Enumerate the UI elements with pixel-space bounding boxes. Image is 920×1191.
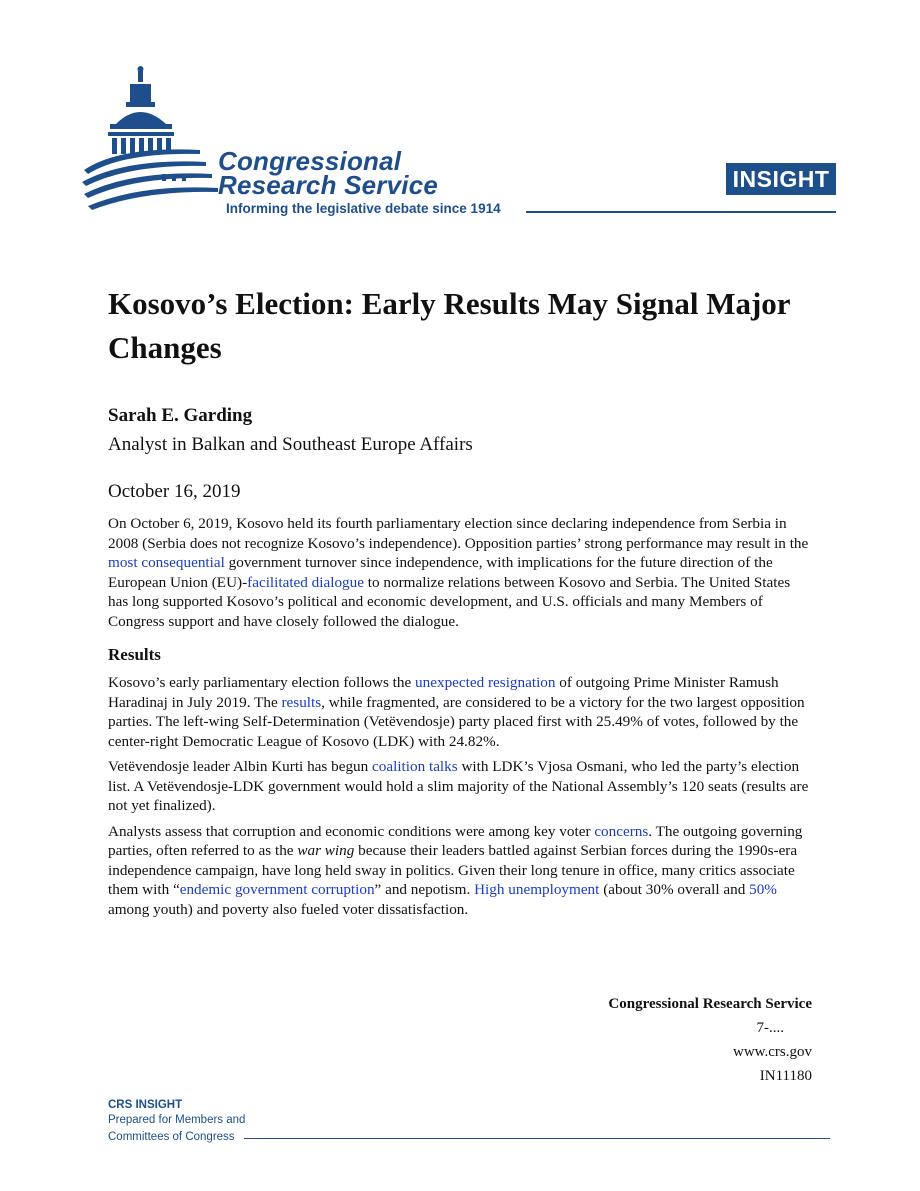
- org-name-line1: Congressional: [218, 146, 402, 176]
- link-facilitated-dialogue[interactable]: facilitated dialogue: [247, 573, 364, 591]
- intro-paragraph: On October 6, 2019, Kosovo held its fourth parliamentary election since declaring independence from Serbia in 2008 (Serbia does not recognize Kosovo’s independence). Opposition parties’ strong performance may result in the most consequential government turnover since independence, with implications for the future direction of the European Union (EU)-facilitated dialogue to normalize relations between Kosovo and Serbia. The United States has long supported Kosovo’s political and economic development, and U.S. officials and many Members of Congress support and have closely followed the dialogue.: [108, 515, 809, 630]
- publication-date: October 16, 2019: [108, 481, 241, 502]
- link-concerns[interactable]: concerns: [594, 822, 649, 840]
- results-paragraph-3: Analysts assess that corruption and economic conditions were among key voter concerns. The outgoing governing parties, often referred to as the war wing because their leaders battled against Serbian forces during the 1990s-era independence campaign, have long held sway in politics. Given their long tenure in office, many critics associate them with “endemic government corruption” and nepotism. High unemployment (about 30% overall and 50% among youth) and poverty also fueled voter dissatisfaction.: [108, 822, 803, 918]
- link-results[interactable]: results: [281, 693, 322, 711]
- author-name: Sarah E. Garding: [108, 405, 253, 426]
- insight-badge: INSIGHT: [726, 163, 836, 195]
- org-name-line2: Research Service: [218, 170, 439, 200]
- footer-id: IN11180: [759, 1068, 812, 1084]
- link-most-consequential[interactable]: most consequential: [108, 554, 225, 571]
- link-50-percent[interactable]: 50%: [749, 881, 777, 898]
- results-heading: Results: [108, 645, 161, 664]
- results-paragraph-1: Kosovo’s early parliamentary election follows the unexpected resignation of outgoing Prime Minister Ramush Haradinaj in July 2019. The results, while fragmented, are considered to be a victory for the two largest opposition parties. The left-wing Self-Determination (Vetëvendosje) party placed first with 25.49% of votes, followed by the center-right Democratic League of Kosovo (LDK) with 24.82%.: [108, 674, 805, 750]
- link-coalition-talks[interactable]: coalition talks: [372, 758, 458, 775]
- capitol-dome-icon: [82, 66, 218, 210]
- footer-info: [608, 992, 812, 1088]
- link-endemic-corruption[interactable]: endemic government corruption: [179, 881, 375, 898]
- tagline-rule: [526, 211, 836, 213]
- footer-number: 7-....: [756, 1020, 784, 1036]
- link-unexpected-resignation[interactable]: unexpected resignation: [415, 674, 556, 691]
- bottom-label: CRS INSIGHT: [108, 1099, 183, 1111]
- footer-url: www.crs.gov: [732, 1044, 812, 1060]
- page-title: Kosovo’s Election: Early Results May Signal Major Changes: [108, 286, 790, 365]
- footer-org: Congressional Research Service: [608, 996, 812, 1012]
- article-body: [108, 514, 812, 925]
- link-high-unemployment[interactable]: High unemployment: [474, 881, 600, 898]
- results-paragraph-2: Vetëvendosje leader Albin Kurti has begun coalition talks with LDK’s Vjosa Osmani, who led the party’s election list. A Vetëvendosje-LDK government would hold a slim majority of the National Assembly’s 120 seats (results are not yet finalized).: [108, 758, 809, 814]
- bottom-line1: Prepared for Members and: [108, 1114, 246, 1126]
- bottom-line2: Committees of Congress: [108, 1131, 235, 1143]
- bottom-rule: [244, 1138, 830, 1139]
- org-tagline: Informing the legislative debate since 1914: [226, 201, 501, 216]
- author-title: Analyst in Balkan and Southeast Europe Affairs: [108, 434, 473, 455]
